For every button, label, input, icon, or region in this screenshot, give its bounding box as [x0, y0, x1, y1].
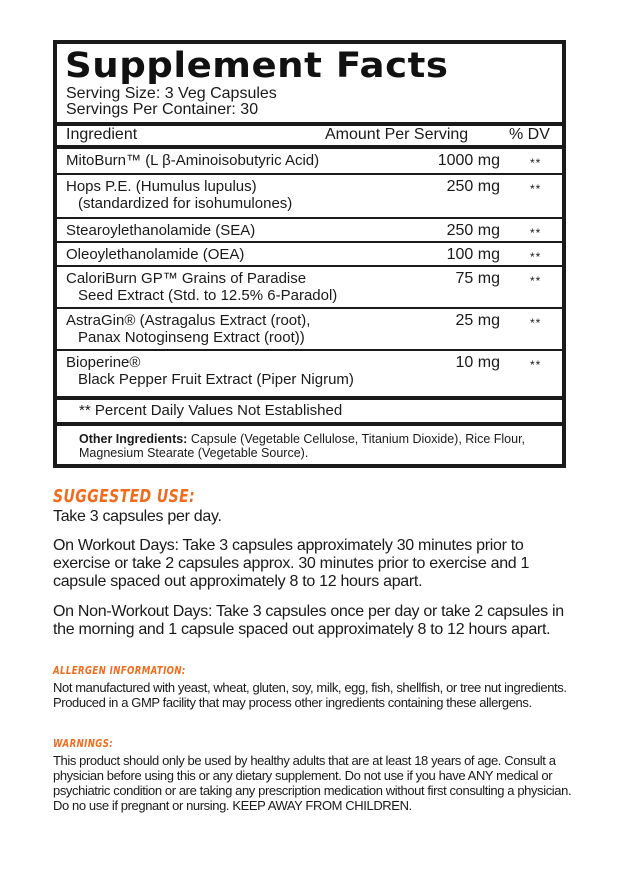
ingredient-amount: 25 mg: [455, 312, 500, 329]
table-row: [57, 267, 562, 307]
ingredient-dv: **: [530, 358, 542, 372]
warnings-text: This product should only be used by healthy adults that are at least 18 years of age. Consult a physician before using this or any dietary supplement. Do not use if you have ANY medical or psychiatric condition or are taking any prescription medication without first consulting a physician. Do no use if pregnant or nursing. KEEP AWAY FROM CHILDREN.: [53, 753, 572, 813]
table-row: [57, 309, 562, 349]
ingredient-amount: 100 mg: [446, 246, 500, 263]
table-row: [57, 351, 562, 395]
ingredient-dv: **: [530, 226, 542, 240]
ingredient-name: Bioperine® Black Pepper Fruit Extract (Piper Nigrum): [66, 354, 354, 388]
ingredient-name: Oleoylethanolamide (OEA): [66, 246, 245, 263]
ingredient-subtext: Panax Notoginseng Extract (root)): [78, 329, 305, 346]
ingredient-name: CaloriBurn GP™ Grains of Paradise Seed Extract (Std. to 12.5% 6-Paradol): [66, 270, 338, 304]
suggested-use-workout: On Workout Days: Take 3 capsules approximately 30 minutes prior to exercise or take 2 capsules approx. 30 minutes prior to exercise and 1 capsule spaced out approximately 8 to 12 hours apart.: [53, 537, 530, 590]
other-ingredients-label: Other Ingredients:: [79, 432, 188, 446]
ingredient-amount: 1000 mg: [437, 152, 500, 169]
table-row: [57, 175, 562, 217]
table-row: [57, 243, 562, 265]
ingredient-name: AstraGin® (Astragalus Extract (root), Panax Notoginseng Extract (root)): [66, 312, 311, 346]
allergen-text: Not manufactured with yeast, wheat, gluten, soy, milk, egg, fish, shellfish, or tree nut ingredients. Produced in a GMP facility that may process other ingredients containing these allergens.: [53, 680, 567, 710]
ingredient-dv: **: [530, 156, 542, 170]
table-row: [57, 149, 562, 173]
ingredient-subtext: Black Pepper Fruit Extract (Piper Nigrum): [78, 371, 354, 388]
header-amount: Amount Per Serving: [325, 126, 469, 143]
ingredient-dv: **: [530, 250, 542, 264]
warnings-heading: WARNINGS:: [53, 737, 114, 750]
suggested-use-heading: SUGGESTED USE:: [53, 486, 196, 507]
servings-per-container: Servings Per Container: 30: [66, 101, 259, 118]
thick-divider: [57, 422, 562, 426]
ingredient-amount: 250 mg: [446, 222, 500, 239]
header-dv: % DV: [509, 126, 550, 143]
ingredient-name: Hops P.E. (Humulus lupulus) (standardized for isohumulones): [66, 178, 293, 212]
ingredient-dv: **: [530, 182, 542, 196]
supplement-facts-panel: [53, 40, 566, 468]
table-row: [57, 219, 562, 241]
ingredient-name: Stearoylethanolamide (SEA): [66, 222, 256, 239]
other-ingredients: [79, 432, 557, 460]
allergen-heading: ALLERGEN INFORMATION:: [53, 664, 186, 677]
facts-title: Supplement Facts: [65, 46, 449, 86]
ingredient-amount: 75 mg: [455, 270, 500, 287]
thick-divider: [57, 396, 562, 400]
ingredient-amount: 250 mg: [446, 178, 500, 195]
header-ingredient: Ingredient: [66, 126, 138, 143]
suggested-use-line-1: Take 3 capsules per day.: [53, 508, 222, 525]
ingredient-subtext: (standardized for isohumulones): [78, 195, 293, 212]
serving-size: Serving Size: 3 Veg Capsules: [66, 85, 277, 102]
ingredient-name: MitoBurn™ (L β-Aminoisobutyric Acid): [66, 152, 320, 169]
ingredient-subtext: Seed Extract (Std. to 12.5% 6-Paradol): [78, 287, 338, 304]
ingredient-dv: **: [530, 274, 542, 288]
suggested-use-non-workout: On Non-Workout Days: Take 3 capsules once per day or take 2 capsules in the morning and 1 capsule spaced out approximately 8 to 12 hours apart.: [53, 603, 564, 638]
other-ingredients-text: Capsule (Vegetable Cellulose, Titanium Dioxide), Rice Flour, Magnesium Stearate (Vegetable Source).: [79, 432, 526, 460]
dv-footnote: ** Percent Daily Values Not Established: [79, 402, 343, 419]
ingredient-dv: **: [530, 316, 542, 330]
ingredient-amount: 10 mg: [455, 354, 500, 371]
